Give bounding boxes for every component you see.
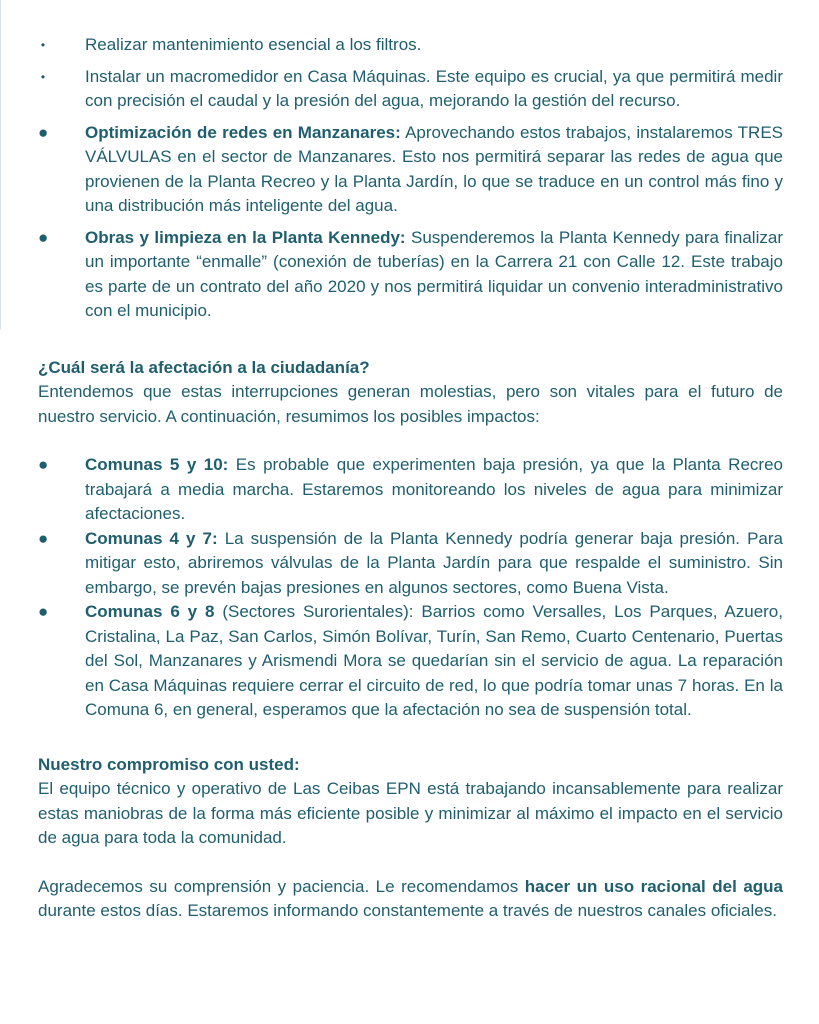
list-item-text: Aprovechando estos trabajos, instalaremos TRES VÁLVULAS en el sector de Manzanares. Esto nos permitirá separar las redes de agua que provienen de la Planta Recreo y la Planta Jardín, lo que se traduce en un control más fino y una distribución más inteligente del agua. [85,122,783,215]
commitment-section [38,753,783,851]
list-item [38,600,783,723]
closing-emphasis: hacer un uso racional del agua [524,876,784,896]
impact-list [38,453,783,723]
list-item-text: Suspenderemos la Planta Kennedy para finalizar un importante “enmalle” (conexión de tuberías) en la Carrera 21 con Calle 12. Este trabajo es parte de un contrato del año 2020 y nos permitirá liquidar un convenio interadministrativo con el municipio. [85,227,783,320]
closing-paragraph [38,875,783,924]
commitment-heading: Nuestro compromiso con usted: [38,754,300,774]
page-edge-line [0,0,1,330]
bullet-icon: ● [38,455,49,474]
list-item [38,226,783,324]
list-item-title: Obras y limpieza en la Planta Kennedy: [85,227,406,247]
closing-text-end: durante estos días. Estaremos informando constantemente a través de nuestros canales oficiales. [38,901,777,920]
impact-section [38,356,783,723]
document-content [38,33,783,924]
list-item [38,121,783,219]
bullet-icon: • [40,69,46,84]
impact-intro: Entendemos que estas interrupciones generan molestias, pero son vitales para el futuro de nuestro servicio. A continuación, resumimos los posibles impactos: [38,382,783,426]
list-item-title: Comunas 6 y 8 [85,602,215,621]
list-item-title: Comunas 5 y 10: [85,455,229,474]
list-item [38,33,783,58]
list-item-title: Optimización de redes en Manzanares: [85,122,401,142]
list-item [38,453,783,527]
bullet-icon: ● [38,602,49,621]
list-item-title: Comunas 4 y 7: [85,528,218,548]
closing-text-start: Agradecemos su comprensión y paciencia. Le recomendamos [38,876,525,896]
bullet-icon: ● [38,528,49,548]
list-item-text: (Sectores Surorientales): Barrios como Versalles, Los Parques, Azuero, Cristalina, La Paz, San Carlos, Simón Bolívar, Turín, San Remo, Cuarto Centenario, Puertas del Sol, Manzanares y Arismendi Mora se quedarían sin el servicio de agua. La reparación en Casa Máquinas requiere cerrar el circuito de red, lo que podría tomar unas 7 horas. En la Comuna 6, en general, esperamos que la afectación no sea de suspensión total. [85,602,783,719]
list-item [38,65,783,114]
impact-heading: ¿Cuál será la afectación a la ciudadanía? [38,357,370,377]
list-item [38,527,783,601]
list-item-text: La suspensión de la Planta Kennedy podría generar baja presión. Para mitigar esto, abriremos válvulas de la Planta Jardín para que respalde el suministro. Sin embargo, se prevén bajas presiones en algunos sectores, como Buena Vista. [85,528,783,597]
closing-section [38,875,783,924]
bullet-icon: • [40,38,46,52]
commitment-text: El equipo técnico y operativo de Las Ceibas EPN está trabajando incansablemente para realizar estas maniobras de la forma más eficiente posible y minimizar al máximo el impacto en el servicio de agua para toda la comunidad. [38,779,783,847]
list-item-text: Realizar mantenimiento esencial a los filtros. [85,35,422,54]
list-item-text: Instalar un macromedidor en Casa Máquinas. Este equipo es crucial, ya que permitirá medir con precisión el caudal y la presión del agua, mejorando la gestión del recurso. [85,66,783,110]
bullet-icon: ● [38,122,49,142]
work-list [38,33,783,324]
bullet-icon: ● [38,227,49,247]
list-item-text: Es probable que experimenten baja presión, ya que la Planta Recreo trabajará a media marcha. Estaremos monitoreando los niveles de agua para minimizar afectaciones. [85,455,783,523]
